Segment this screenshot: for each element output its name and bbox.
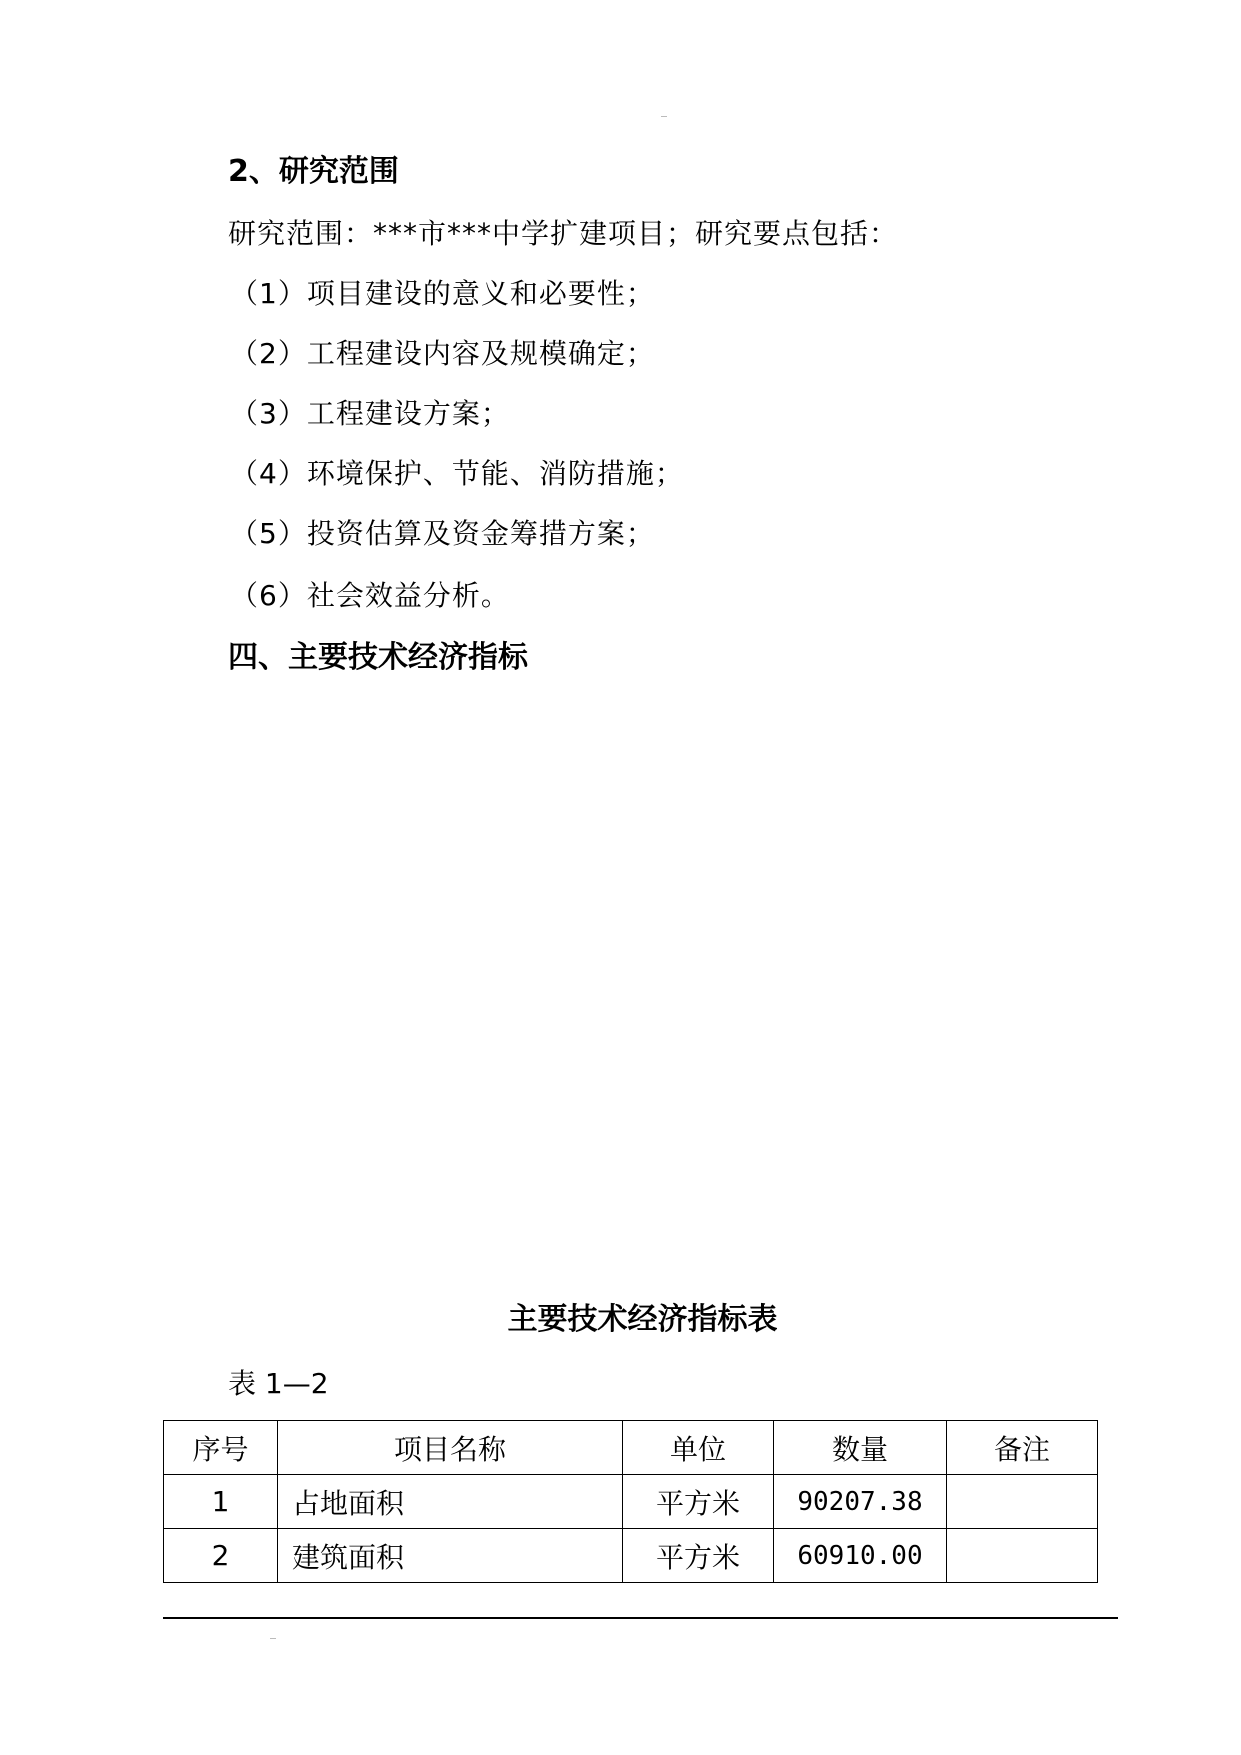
scope-intro: 研究范围：***市***中学扩建项目；研究要点包括： bbox=[228, 217, 899, 250]
scope-item-5: （5）投资估算及资金筹措方案； bbox=[230, 517, 655, 550]
chapter-heading: 四、主要技术经济指标 bbox=[228, 640, 528, 675]
cell-index: 2 bbox=[164, 1529, 278, 1583]
cell-item-name: 建筑面积 bbox=[278, 1529, 623, 1583]
table-row bbox=[164, 1529, 1098, 1583]
scope-item-4: （4）环境保护、节能、消防措施； bbox=[230, 457, 684, 490]
scope-item-2: （2）工程建设内容及规模确定； bbox=[230, 337, 655, 370]
cell-item-name: 占地面积 bbox=[278, 1475, 623, 1529]
table-row bbox=[164, 1475, 1098, 1529]
cell-quantity: 90207.38 bbox=[774, 1475, 947, 1529]
section-heading: 2、研究范围 bbox=[228, 154, 399, 189]
header-item-name: 项目名称 bbox=[278, 1421, 623, 1475]
header-mark bbox=[661, 116, 667, 117]
scope-item-6: （6）社会效益分析。 bbox=[230, 579, 510, 612]
scope-item-3: （3）工程建设方案； bbox=[230, 397, 510, 430]
table-title: 主要技术经济指标表 bbox=[507, 1302, 778, 1337]
cell-unit: 平方米 bbox=[623, 1475, 774, 1529]
header-unit: 单位 bbox=[623, 1421, 774, 1475]
cell-quantity: 60910.00 bbox=[774, 1529, 947, 1583]
cell-index: 1 bbox=[164, 1475, 278, 1529]
header-index: 序号 bbox=[164, 1421, 278, 1475]
footer-rule bbox=[163, 1617, 1118, 1619]
indicator-table bbox=[163, 1420, 1098, 1583]
table-number: 表 1—2 bbox=[228, 1367, 329, 1400]
cell-unit: 平方米 bbox=[623, 1529, 774, 1583]
header-quantity: 数量 bbox=[774, 1421, 947, 1475]
cell-remarks bbox=[947, 1475, 1098, 1529]
table-header-row bbox=[164, 1421, 1098, 1475]
cell-remarks bbox=[947, 1529, 1098, 1583]
footer-mark bbox=[270, 1638, 276, 1639]
header-remarks: 备注 bbox=[947, 1421, 1098, 1475]
scope-item-1: （1）项目建设的意义和必要性； bbox=[230, 277, 655, 310]
